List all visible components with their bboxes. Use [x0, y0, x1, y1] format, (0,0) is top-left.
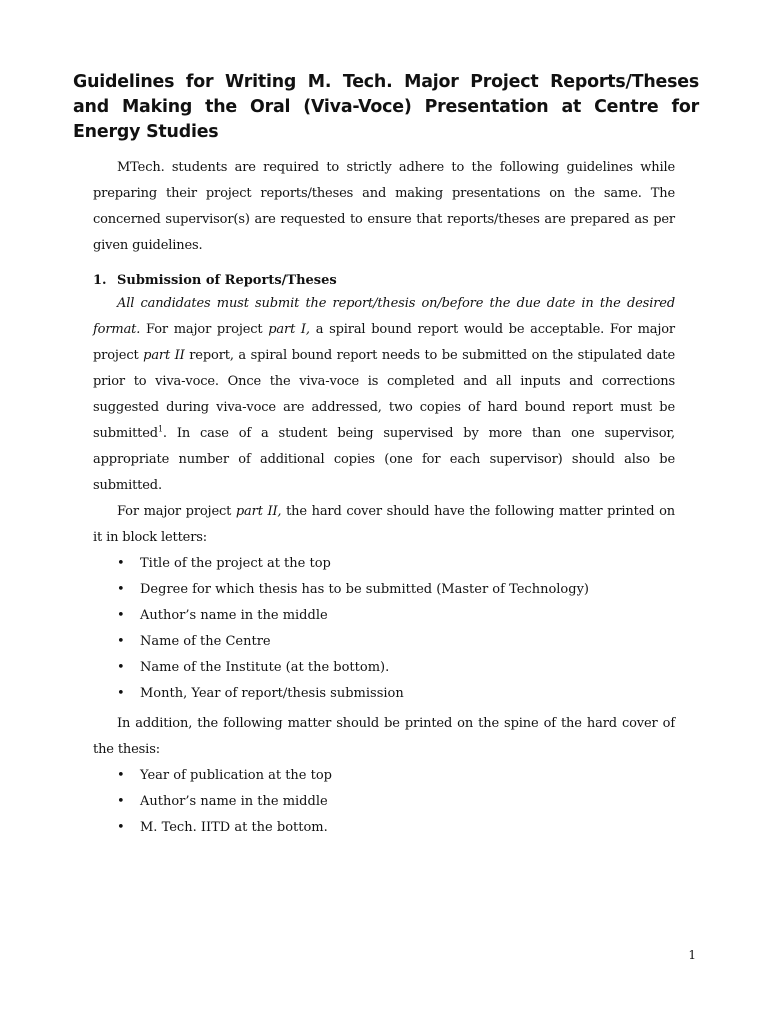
section-1-paragraph-2 — [93, 499, 675, 551]
part-2-emphasis: part II — [143, 348, 185, 363]
document-body — [93, 155, 675, 841]
list-item: • Year of publication at the top — [93, 763, 675, 789]
list-item: • Month, Year of report/thesis submission — [93, 681, 675, 707]
intro-paragraph: MTech. students are required to strictly adhere to the following guidelines while preparing their project reports/theses and making presentations on the same. The concerned supervisor(s) are requested to ensure that reports/theses are prepared as per given guidelines. — [93, 160, 675, 253]
hard-cover-list — [93, 551, 675, 707]
list-item: • Title of the project at the top — [93, 551, 675, 577]
spine-list — [93, 763, 675, 841]
list-item: • Name of the Centre — [93, 629, 675, 655]
section-1-paragraph-1 — [93, 291, 675, 499]
text-run: For major project — [117, 504, 236, 519]
section-title: Submission of Reports/Theses — [117, 273, 337, 288]
bullet-icon: • — [117, 660, 125, 675]
list-item: • Name of the Institute (at the bottom). — [93, 655, 675, 681]
list-item: • Degree for which thesis has to be submitted (Master of Technology) — [93, 577, 675, 603]
list-item: • Author’s name in the middle — [93, 789, 675, 815]
part-2-emphasis: part II, — [235, 504, 282, 519]
bullet-icon: • — [117, 582, 125, 597]
italic-requirement: All candidates must submit the report/thesis on/before the due date in the desired format. — [93, 296, 675, 337]
text-run: For major project — [146, 322, 269, 337]
list-item: • M. Tech. IITD at the bottom. — [93, 815, 675, 841]
bullet-icon: • — [117, 768, 125, 783]
text-run: . In case of a student being supervised by more than one supervisor, appropriate number of additional copies (one for each supervisor) should also be submitted. — [93, 426, 675, 493]
page-number: 1 — [688, 948, 696, 962]
text-run: a spiral bound report would be acceptable. For major project — [93, 322, 676, 363]
bullet-icon: • — [117, 608, 125, 623]
section-number: 1. — [93, 273, 107, 288]
bullet-icon: • — [117, 686, 125, 701]
bullet-icon: • — [117, 794, 125, 809]
document-title: Guidelines for Writing M. Tech. Major Project Reports/Theses and Making the Oral (Viva-Voce) Presentation at Centre for Energy Studies — [73, 72, 699, 142]
bullet-icon: • — [117, 556, 125, 571]
bullet-icon: • — [117, 634, 125, 649]
part-1-emphasis: part I, — [268, 322, 310, 337]
section-1-paragraph-3: In addition, the following matter should be printed on the spine of the hard cover of the thesis: — [93, 716, 675, 757]
text-run: report, a spiral bound report needs to be submitted on the stipulated date prior to viva-voce. Once the viva-voce is completed and all inputs and corrections suggested during viva-voce are addressed, two copies of hard bound report must be submitted — [93, 348, 675, 441]
list-item: • Author’s name in the middle — [93, 603, 675, 629]
footnote-marker[interactable]: 1 — [157, 424, 163, 434]
bullet-icon: • — [117, 820, 125, 835]
text-run: the hard cover should have the following matter printed on it in block letters: — [93, 504, 675, 545]
section-1-heading — [93, 269, 675, 293]
